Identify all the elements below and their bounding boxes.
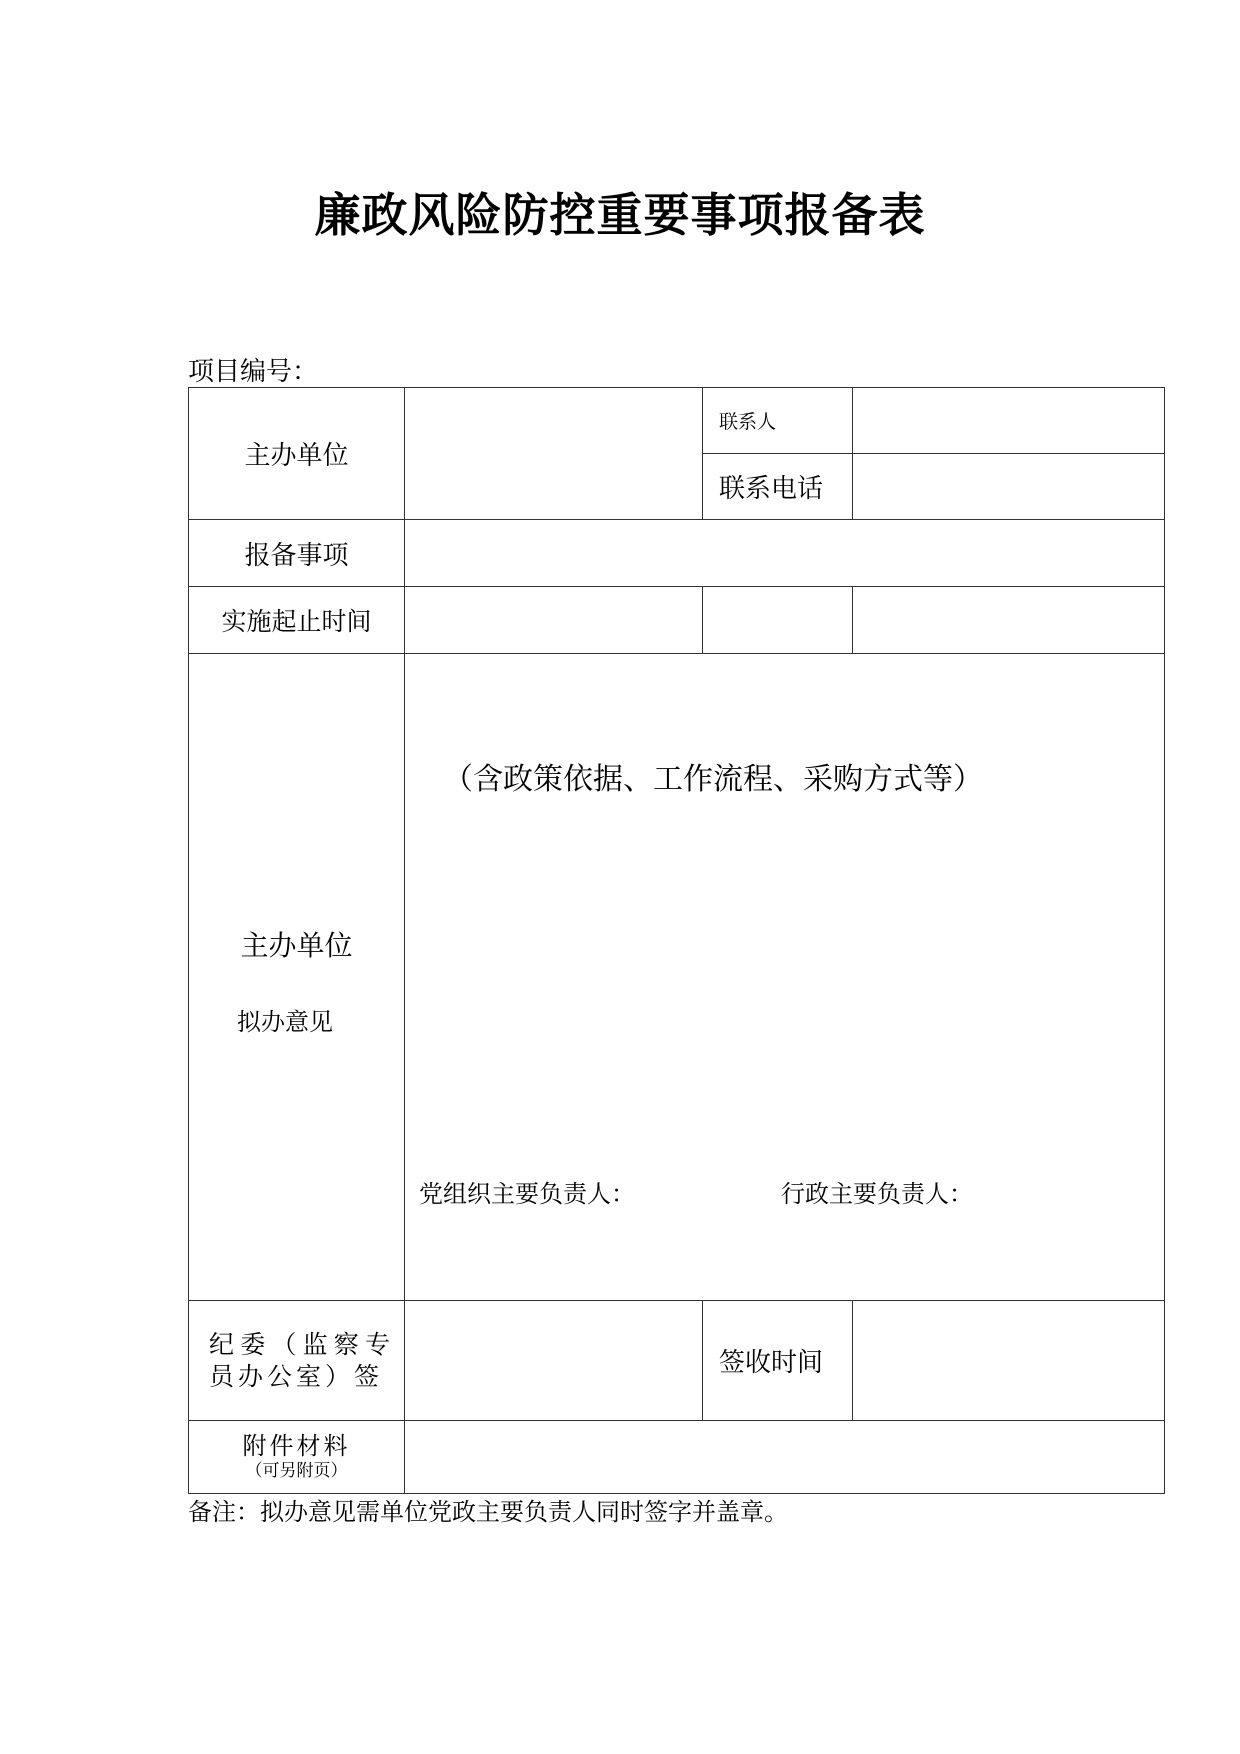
attachment-label-cell	[189, 1421, 405, 1494]
table-row	[189, 388, 1165, 454]
period-label: 实施起止时间	[189, 587, 405, 654]
contact-person-field[interactable]	[853, 388, 1165, 454]
contact-phone-field[interactable]	[853, 454, 1165, 520]
opinion-label-line2: 拟办意见	[237, 1008, 333, 1036]
discipline-label-cell	[189, 1301, 405, 1421]
opinion-label-cell	[189, 654, 405, 1301]
table-row	[189, 520, 1165, 587]
period-end-field[interactable]	[853, 587, 1165, 654]
host-unit-label: 主办单位	[189, 388, 405, 520]
discipline-signature-label: 纪委（监察专员办公室）签	[209, 1329, 394, 1391]
page-title: 廉政风险防控重要事项报备表	[314, 188, 926, 242]
attachment-field[interactable]	[405, 1421, 1165, 1494]
contact-person-label: 联系人	[703, 388, 853, 454]
table-row	[189, 1421, 1165, 1494]
opinion-label-line1: 主办单位	[240, 929, 353, 962]
report-item-field[interactable]	[405, 520, 1165, 587]
discipline-signature-field[interactable]	[405, 1301, 703, 1421]
remark-note: 备注：拟办意见需单位党政主要负责人同时签字并盖章。	[188, 1498, 788, 1526]
table-row	[189, 587, 1165, 654]
sign-time-label: 签收时间	[703, 1301, 853, 1421]
table-row	[189, 654, 1165, 1301]
opinion-field[interactable]	[405, 654, 1165, 1301]
project-number-label: 项目编号：	[188, 357, 319, 387]
sign-time-field[interactable]	[853, 1301, 1165, 1421]
opinion-hint-text: （含政策依据、工作流程、采购方式等）	[443, 762, 983, 797]
table-row	[189, 1301, 1165, 1421]
admin-leader-signature-label: 行政主要负责人：	[781, 1180, 973, 1208]
attachment-label: 附件材料	[242, 1432, 351, 1460]
report-form-table	[188, 387, 1165, 1494]
period-start-field[interactable]	[405, 587, 703, 654]
party-leader-signature-label: 党组织主要负责人：	[419, 1180, 635, 1208]
report-item-label: 报备事项	[189, 520, 405, 587]
contact-phone-label: 联系电话	[703, 454, 853, 520]
period-middle-field[interactable]	[703, 587, 853, 654]
attachment-note: （可另附页）	[245, 1461, 348, 1481]
host-unit-field[interactable]	[405, 388, 703, 520]
